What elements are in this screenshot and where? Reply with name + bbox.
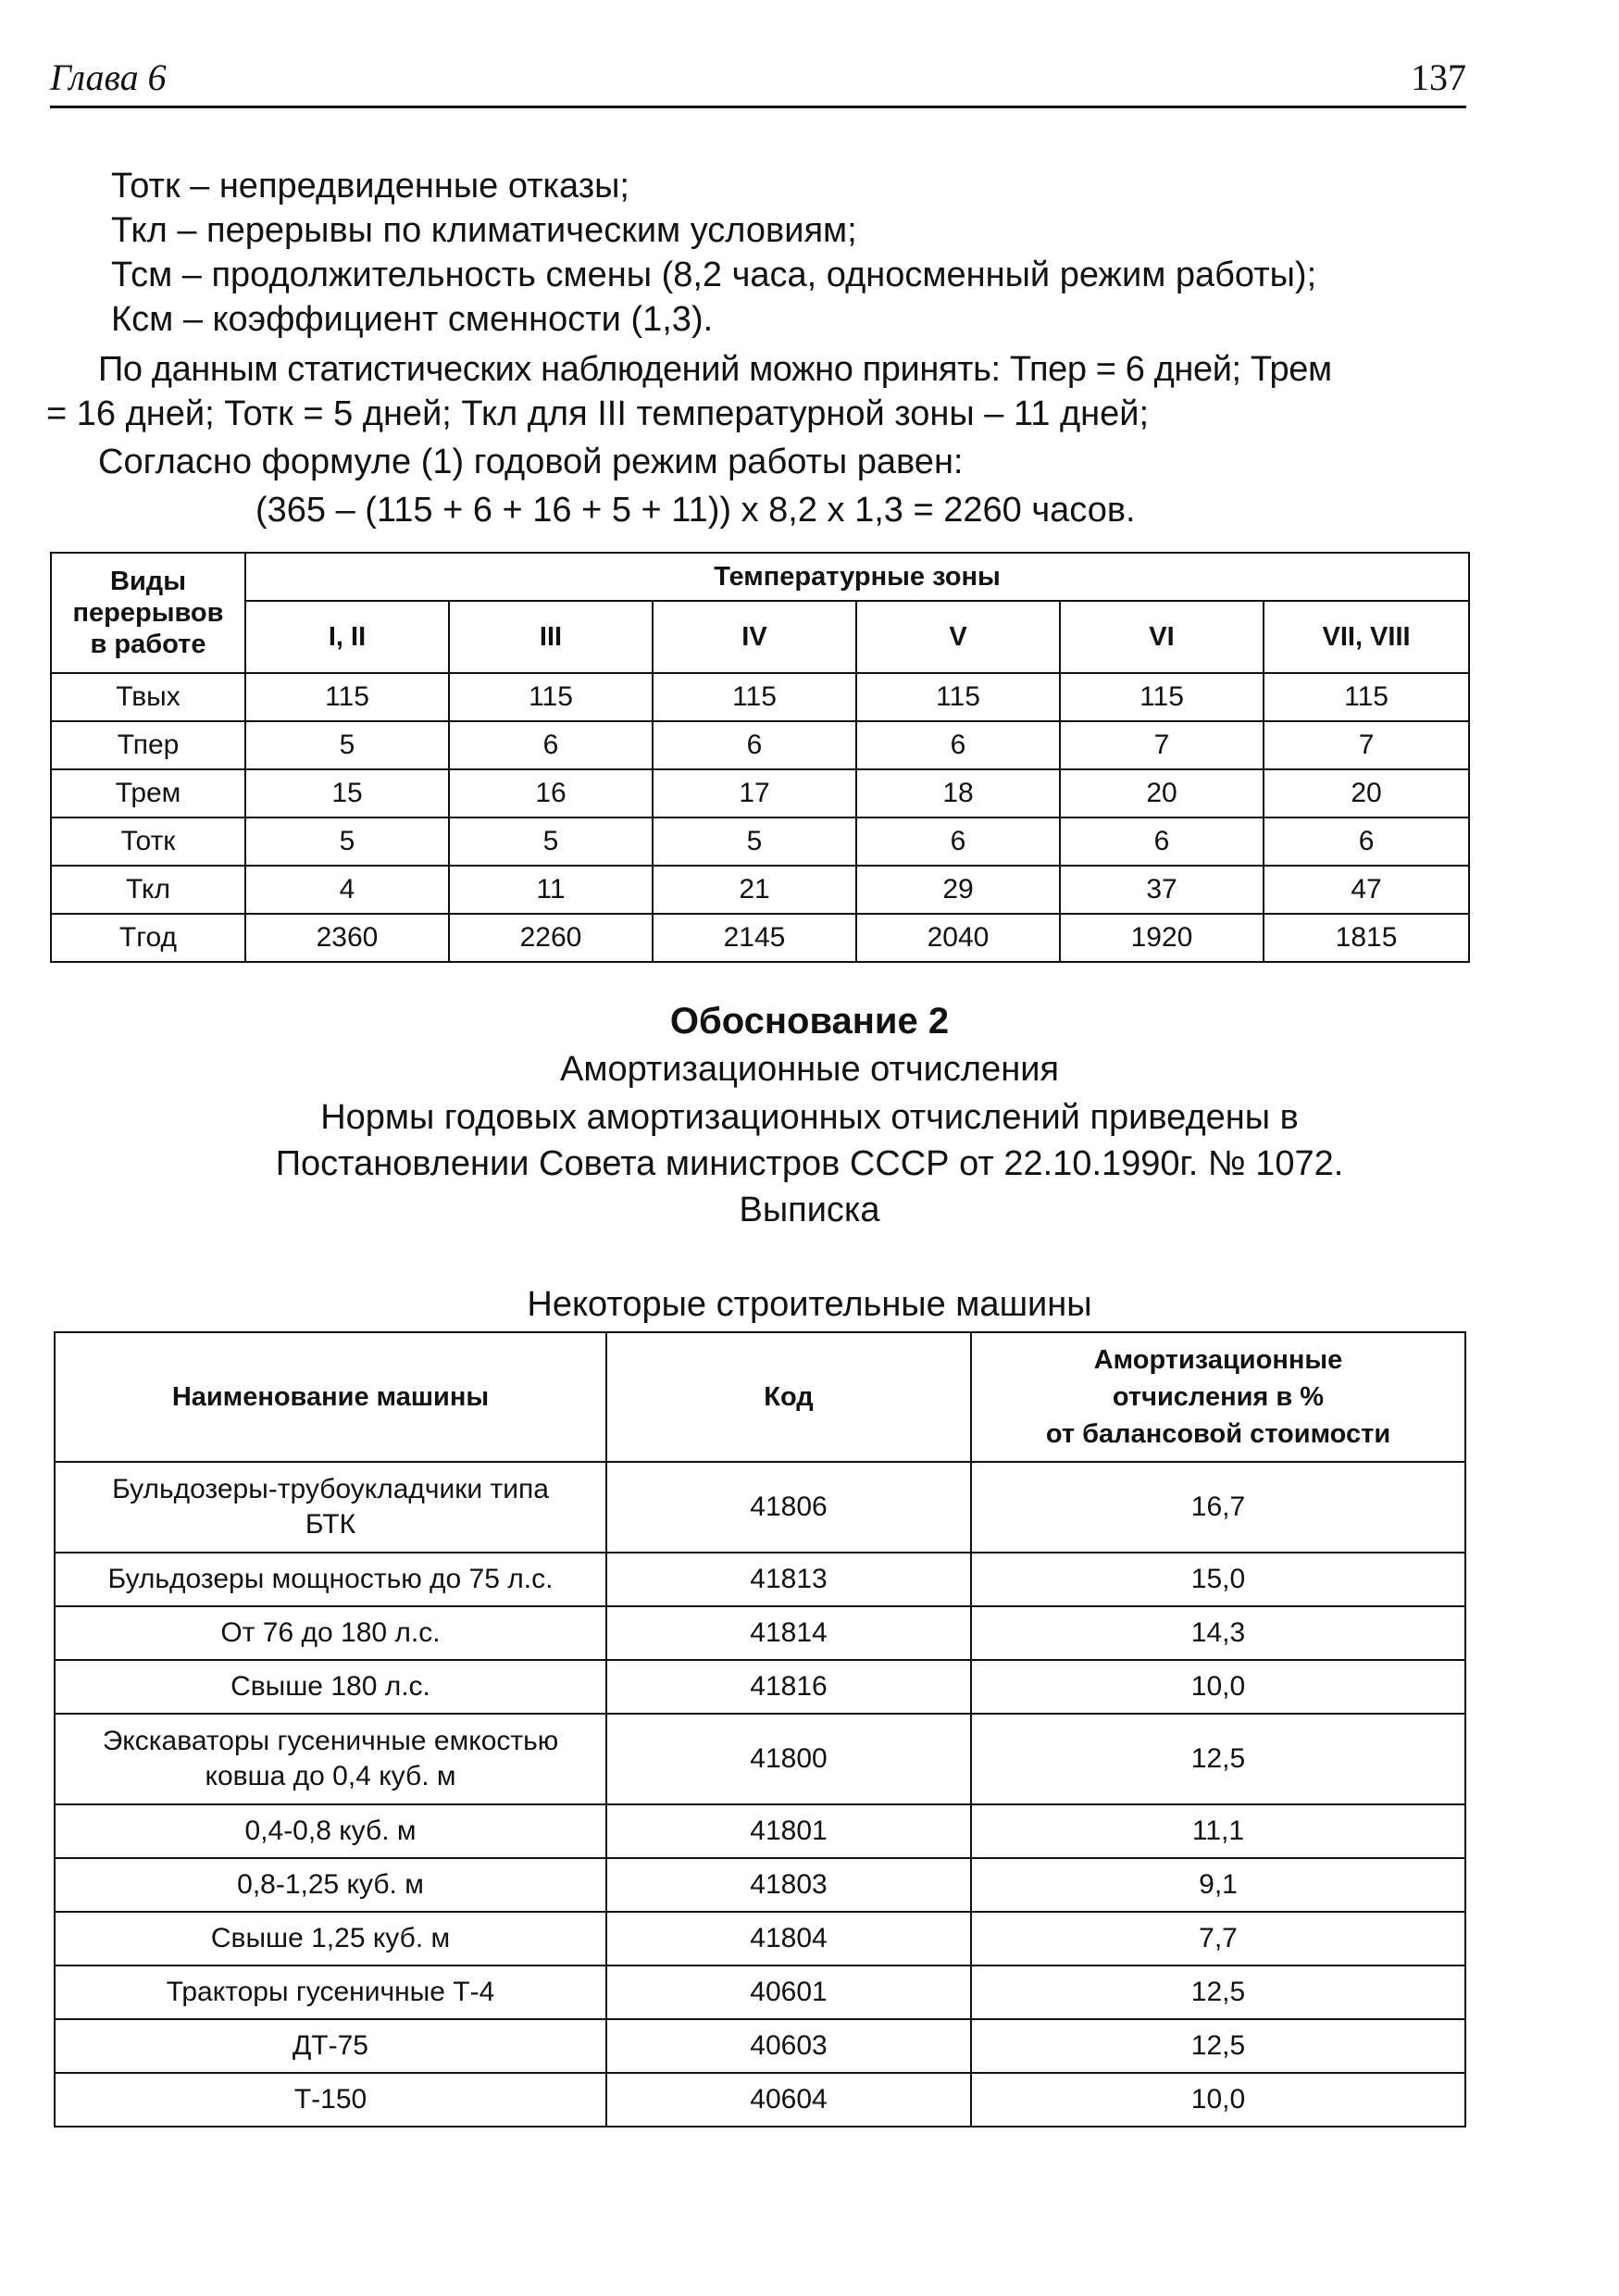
machine-code: 40601: [606, 1965, 971, 2019]
table-cell: 20: [1264, 769, 1469, 817]
depreciation-rate: 12,5: [971, 2019, 1465, 2073]
table-cell: 16: [449, 769, 653, 817]
table-row: [55, 1912, 1465, 1965]
group-header-cell: Температурные зоны: [245, 553, 1469, 601]
header-rate-line2: отчисления в %: [1112, 1382, 1325, 1412]
machine-name: Свыше 1,25 куб. м: [55, 1912, 606, 1965]
table-row: [55, 1462, 1465, 1553]
table-cell: 6: [856, 817, 1060, 866]
row-label: Ткл: [51, 866, 245, 914]
header-rate-line1: Амортизационные: [1093, 1345, 1343, 1375]
table-cell: 6: [653, 721, 856, 769]
machine-code: 41804: [606, 1912, 971, 1965]
section-title: Обоснование 2: [669, 1001, 950, 1042]
machine-code: 40603: [606, 2019, 971, 2073]
row-label: Тотк: [51, 817, 245, 866]
formula: (365 – (115 + 6 + 16 + 5 + 11)) х 8,2 х 1,3 = 2260 часов.: [255, 491, 1136, 530]
zone-header: I, II: [245, 601, 449, 673]
chapter-title: Глава 6: [50, 56, 167, 98]
table-cell: 2145: [653, 914, 856, 962]
machine-name: Бульдозеры мощностью до 75 л.с.: [55, 1553, 606, 1606]
page-number: 137: [1411, 56, 1466, 98]
table-cell: 115: [653, 673, 856, 721]
machine-name: От 76 до 180 л.с.: [55, 1606, 606, 1660]
table-cell: 7: [1060, 721, 1264, 769]
running-header: [50, 52, 1466, 108]
table-cell: 4: [245, 866, 449, 914]
table-row: [55, 2073, 1465, 2127]
table-cell: 6: [449, 721, 653, 769]
table-cell: 20: [1060, 769, 1264, 817]
section-subtitle: Амортизационные отчисления: [559, 1050, 1059, 1089]
machine-code: 41800: [606, 1714, 971, 1804]
table-cell: 21: [653, 866, 856, 914]
extract-label: Выписка: [739, 1191, 880, 1229]
table-row: [55, 1965, 1465, 2019]
depreciation-rate: 15,0: [971, 1553, 1465, 1606]
machine-name: 0,8-1,25 куб. м: [55, 1858, 606, 1912]
table-cell: 11: [449, 866, 653, 914]
table-cell: 115: [449, 673, 653, 721]
temperature-zones-table: [50, 552, 1470, 963]
zone-header: VII, VIII: [1264, 601, 1469, 673]
definition-k-sm: Ксм – коэффициент сменности (1,3).: [111, 300, 714, 339]
table-cell: 115: [1264, 673, 1469, 721]
table-cell: 29: [856, 866, 1060, 914]
table-cell: 18: [856, 769, 1060, 817]
table-cell: 7: [1264, 721, 1469, 769]
definition-t-kl: Ткл – перерывы по климатическим условиям;: [111, 211, 857, 250]
zone-header: III: [449, 601, 653, 673]
depreciation-rate: 14,3: [971, 1606, 1465, 1660]
machine-name: ДТ-75: [55, 2019, 606, 2073]
definition-t-sm: Тсм – продолжительность смены (8,2 часа, односменный режим работы);: [111, 256, 1317, 294]
machine-name: 0,4-0,8 куб. м: [55, 1804, 606, 1858]
row-label: Твых: [51, 673, 245, 721]
machine-code: 41803: [606, 1858, 971, 1912]
table-cell: 2040: [856, 914, 1060, 962]
depreciation-rate: 10,0: [971, 2073, 1465, 2127]
header-machine-name: Наименование машины: [55, 1332, 606, 1462]
machine-name: Экскаваторы гусеничные емкостью ковша до 0,4 куб. м: [55, 1714, 606, 1804]
table-cell: 6: [856, 721, 1060, 769]
zone-header: V: [856, 601, 1060, 673]
row-header-cell: Виды перерывов в работе: [51, 553, 245, 673]
table-cell: 5: [449, 817, 653, 866]
table-cell: 15: [245, 769, 449, 817]
machine-name: Т-150: [55, 2073, 606, 2127]
depreciation-rate: 12,5: [971, 1714, 1465, 1804]
table-row: [51, 673, 1469, 721]
table-row: [51, 817, 1469, 866]
table-cell: 115: [856, 673, 1060, 721]
machine-code: 41816: [606, 1660, 971, 1714]
table-cell: 115: [1060, 673, 1264, 721]
table-row: [55, 1606, 1465, 1660]
table-row: [51, 769, 1469, 817]
machine-code: 41813: [606, 1553, 971, 1606]
table-cell: 2360: [245, 914, 449, 962]
table-cell: 6: [1060, 817, 1264, 866]
table-row: [51, 866, 1469, 914]
statistics-text-line1: По данным статистических наблюдений можно принять: Тпер = 6 дней; Трем: [98, 350, 1332, 389]
machine-name: Свыше 180 л.с.: [55, 1660, 606, 1714]
header-code: Код: [606, 1332, 971, 1462]
table-row: [55, 1804, 1465, 1858]
machine-code: 41801: [606, 1804, 971, 1858]
section-note-line1: Нормы годовых амортизационных отчислений приведены в: [320, 1098, 1299, 1137]
zone-header: VI: [1060, 601, 1264, 673]
table-cell: 2260: [449, 914, 653, 962]
definition-t-otk: Тотк – непредвиденные отказы;: [111, 167, 629, 206]
machine-code: 41814: [606, 1606, 971, 1660]
machine-name: Бульдозеры-трубоукладчики типа БТК: [55, 1462, 606, 1553]
depreciation-rate: 7,7: [971, 1912, 1465, 1965]
table-cell: 5: [245, 721, 449, 769]
table-row: [55, 1553, 1465, 1606]
row-label: Тгод: [51, 914, 245, 962]
table-row: [51, 914, 1469, 962]
statistics-text-line2: = 16 дней; Тотк = 5 дней; Ткл для III температурной зоны – 11 дней;: [46, 394, 1150, 433]
table-row: [55, 1714, 1465, 1804]
depreciation-rate: 10,0: [971, 1660, 1465, 1714]
header-depreciation-rate: [971, 1332, 1465, 1462]
table-row: [55, 2019, 1465, 2073]
row-label: Трем: [51, 769, 245, 817]
table-cell: 115: [245, 673, 449, 721]
row-label: Тпер: [51, 721, 245, 769]
table-caption: Некоторые строительные машины: [527, 1285, 1092, 1324]
machine-code: 41806: [606, 1462, 971, 1553]
depreciation-rate: 12,5: [971, 1965, 1465, 2019]
table-cell: 6: [1264, 817, 1469, 866]
table-cell: 17: [653, 769, 856, 817]
depreciation-rate: 16,7: [971, 1462, 1465, 1553]
machine-name: Тракторы гусеничные Т-4: [55, 1965, 606, 2019]
table-cell: 5: [245, 817, 449, 866]
table-cell: 47: [1264, 866, 1469, 914]
formula-intro: Согласно формуле (1) годовой режим работы равен:: [98, 443, 964, 481]
table-row: [51, 721, 1469, 769]
table-row: [55, 1858, 1465, 1912]
zone-header: IV: [653, 601, 856, 673]
table-cell: 5: [653, 817, 856, 866]
table-row: [55, 1660, 1465, 1714]
machine-code: 40604: [606, 2073, 971, 2127]
header-rate-line3: от балансовой стоимости: [1045, 1419, 1391, 1449]
table-cell: 37: [1060, 866, 1264, 914]
depreciation-table: [54, 1331, 1466, 2128]
table-cell: 1920: [1060, 914, 1264, 962]
depreciation-rate: 11,1: [971, 1804, 1465, 1858]
table-cell: 1815: [1264, 914, 1469, 962]
section-note-line2: Постановлении Совета министров СССР от 22.10.1990г. № 1072.: [275, 1144, 1344, 1183]
depreciation-rate: 9,1: [971, 1858, 1465, 1912]
